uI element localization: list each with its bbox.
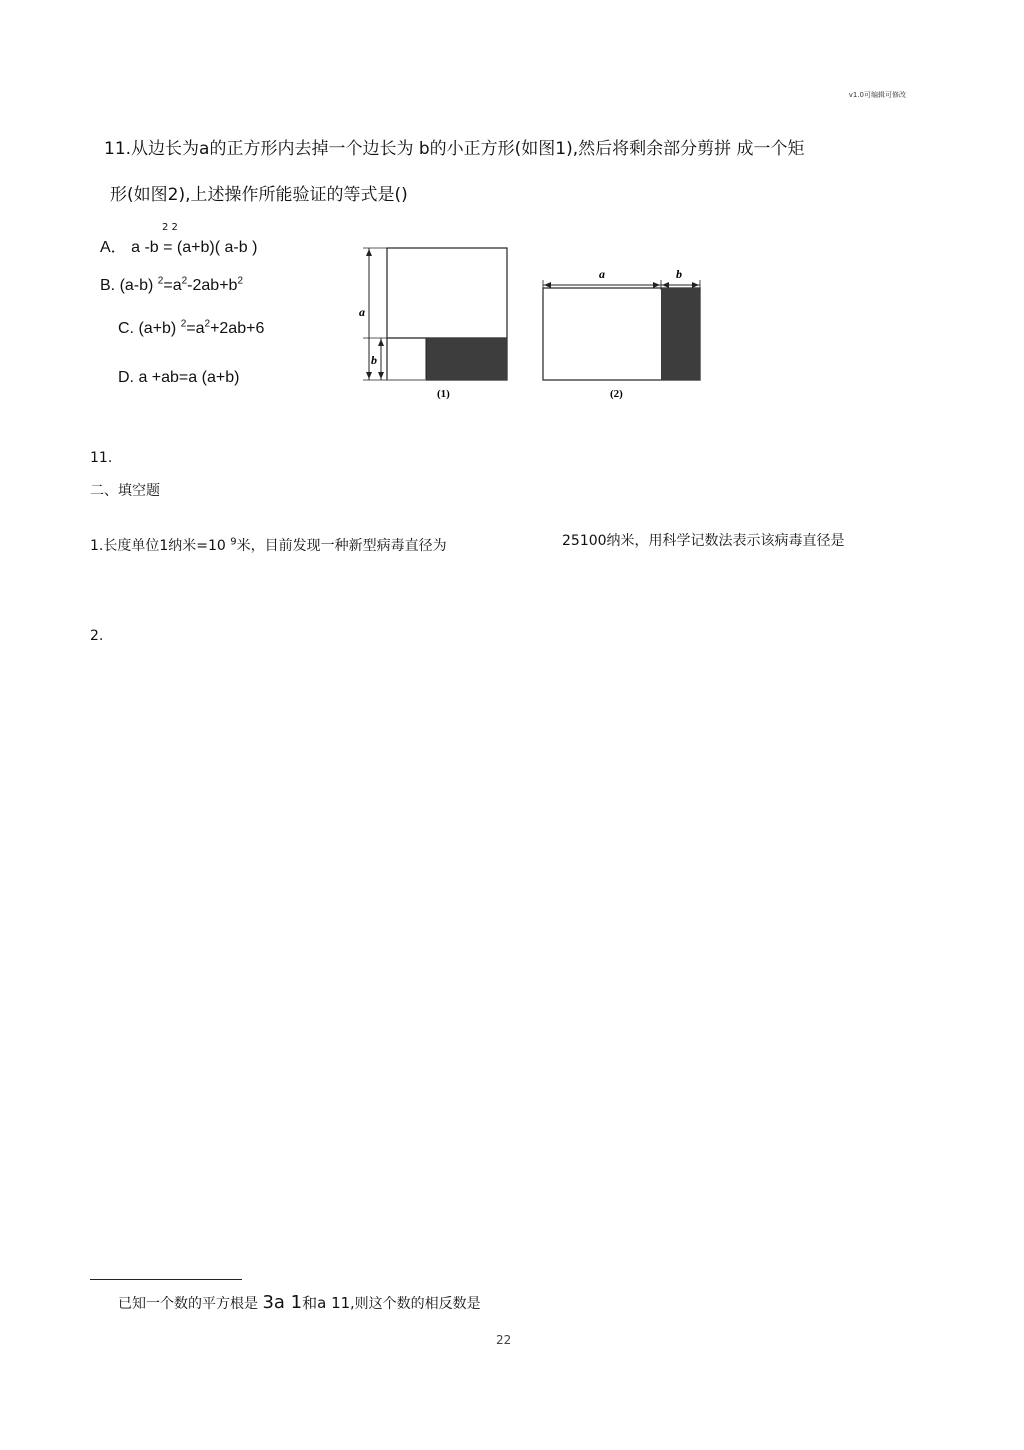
- arrow-icon: [366, 372, 372, 379]
- figure-2-caption: (2): [610, 388, 623, 400]
- figure-1: [359, 248, 507, 400]
- section-title: 二、填空题: [90, 483, 160, 499]
- figure-2: [543, 267, 700, 400]
- option-c-part: C. (a+b): [118, 320, 181, 337]
- option-c-sup: 2: [204, 318, 211, 330]
- arrow-icon: [653, 282, 660, 288]
- figure-1-label-b: b: [371, 353, 377, 367]
- option-a: A． a -b = (a+b)( a-b ): [100, 239, 258, 256]
- option-b-sup: 2: [237, 275, 243, 287]
- figure-2-label-a: a: [599, 267, 605, 281]
- footnote-text: ,则这个数的相反数是: [350, 1296, 481, 1312]
- option-b: [100, 277, 243, 295]
- fill-question-1-text: 1.长度单位1纳米=10: [90, 538, 231, 554]
- answer-label-11: 11.: [90, 450, 113, 466]
- header-version-note: v1.0可编辑可修改: [848, 91, 906, 99]
- option-c-part: +2ab+6: [210, 320, 265, 337]
- figure-2-label-b: b: [676, 267, 682, 281]
- figure-1-caption: (1): [437, 388, 450, 400]
- page-number: 22: [496, 1333, 512, 1347]
- footnote-divider: [90, 1279, 242, 1280]
- footnote-text: 已知一个数的平方根是: [118, 1296, 263, 1312]
- question-11-figure: [355, 240, 715, 405]
- question-11-line-1: 11.从边长为a的正方形内去掉一个边长为 b的小正方形(如图1),然后将剩余部分剪拼 成一个矩: [104, 139, 805, 159]
- option-c-part: =a: [186, 320, 205, 337]
- fill-question-2-label: 2.: [90, 628, 104, 644]
- option-b-part: =a: [163, 277, 182, 294]
- option-b-part: B. (a-b): [100, 277, 158, 294]
- option-d: D. a +ab=a (a+b): [118, 369, 240, 386]
- arrow-icon: [378, 372, 384, 379]
- fill-question-1-exponent: 9: [230, 536, 237, 548]
- figure-1-label-a: a: [359, 305, 365, 319]
- option-a-superscript: 2 2: [162, 222, 178, 233]
- footnote: [118, 1292, 481, 1313]
- arrow-icon: [366, 249, 372, 256]
- fill-question-1-continued: 25100纳米，用科学记数法表示该病毒直径是: [562, 533, 845, 549]
- fill-question-1-text: 米，目前发现一种新型病毒直径为: [236, 538, 447, 554]
- question-11-line-2: 形(如图2),上述操作所能验证的等式是(): [110, 185, 408, 205]
- option-c: [118, 320, 264, 338]
- arrow-icon: [378, 339, 384, 346]
- arrow-icon: [692, 282, 699, 288]
- footnote-expression: 3a 1: [262, 1292, 303, 1313]
- footnote-expression: 和a 11: [302, 1294, 351, 1312]
- arrow-icon: [662, 282, 669, 288]
- option-b-sup: 2: [181, 275, 188, 287]
- figure-1-shaded-square: [426, 338, 507, 380]
- option-b-sup: 2: [157, 275, 164, 287]
- figure-2-shaded-strip: [661, 288, 700, 380]
- arrow-icon: [544, 282, 551, 288]
- option-c-sup: 2: [180, 318, 187, 330]
- fill-question-1: [90, 535, 447, 555]
- option-b-part: -2ab+b: [187, 277, 238, 294]
